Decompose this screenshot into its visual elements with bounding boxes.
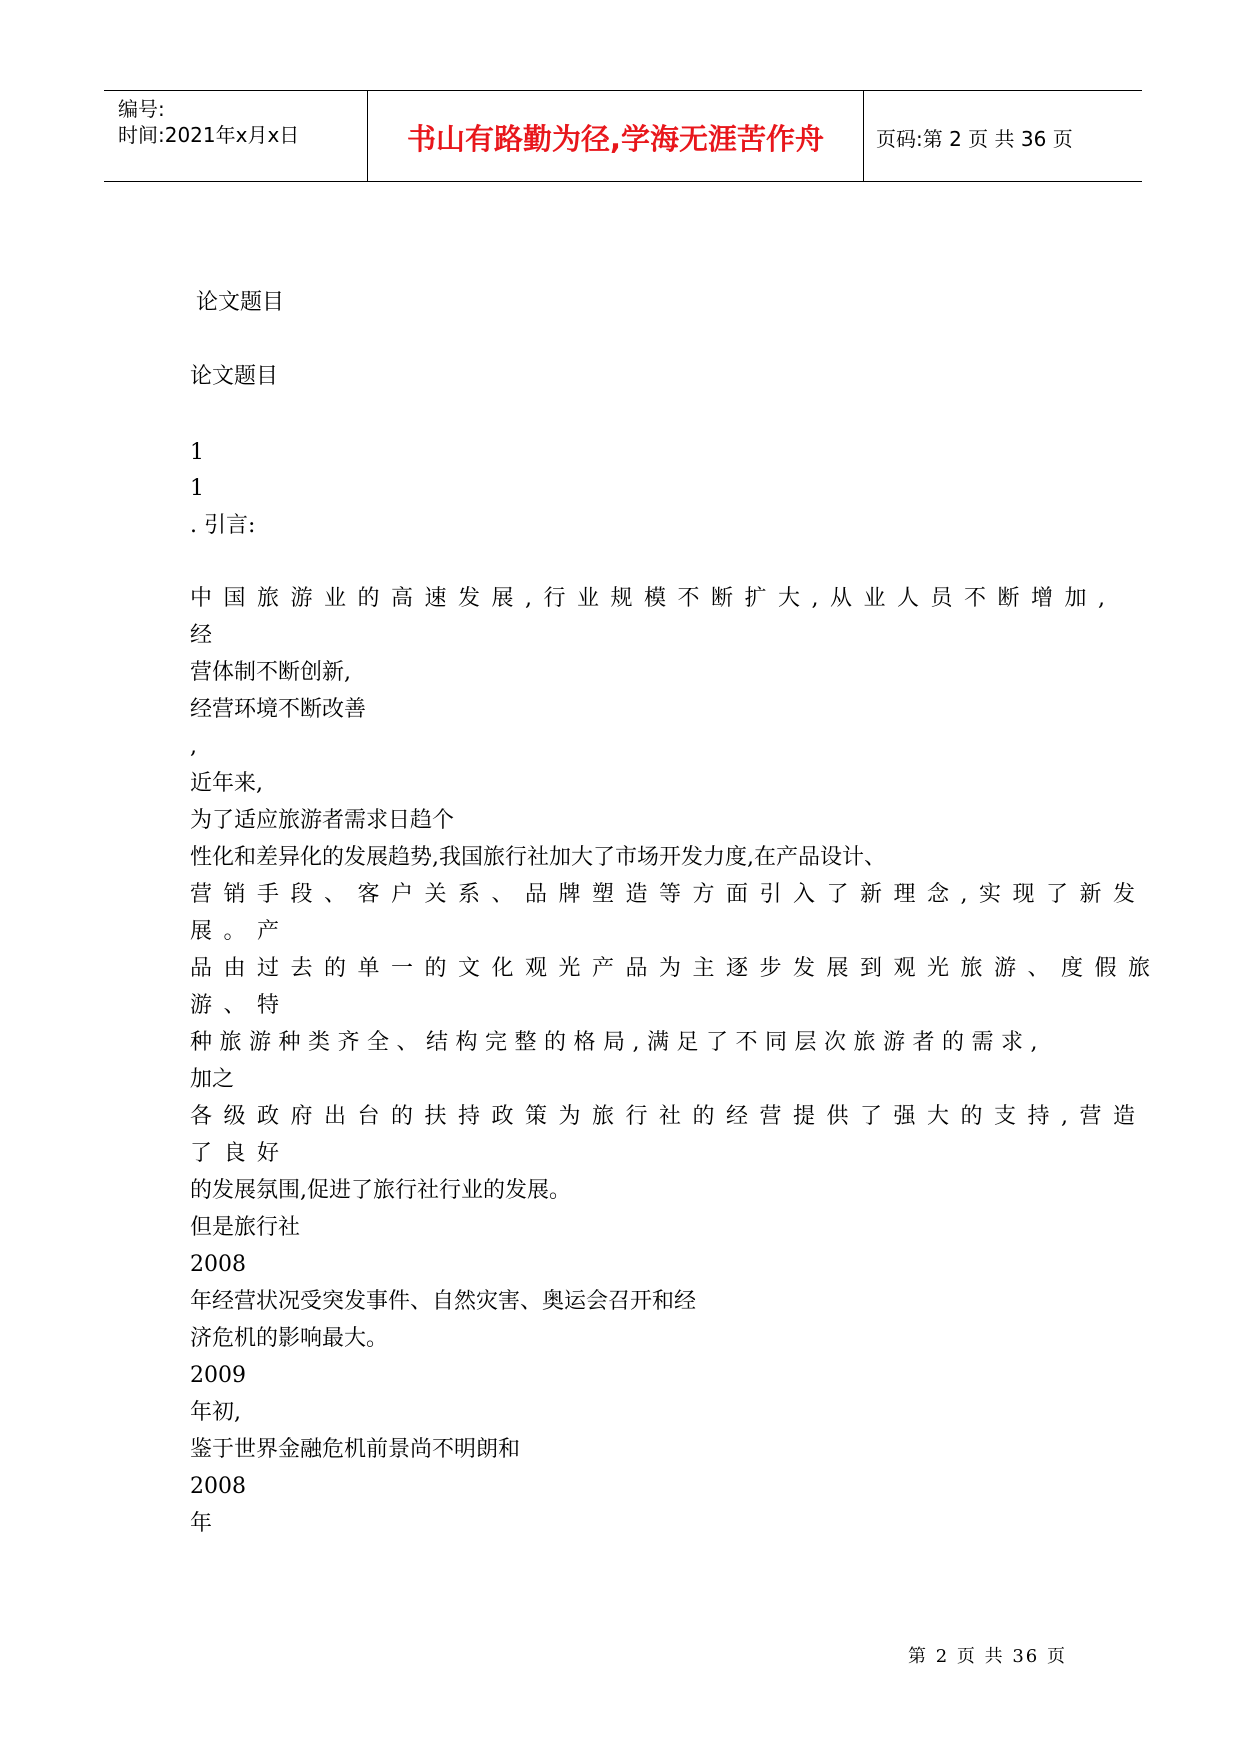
- paragraph-line: 营体制不断创新,: [190, 660, 351, 685]
- paragraph-line: 济危机的影响最大。: [190, 1326, 389, 1351]
- paragraph-line: 各级政府出台的扶持政策为旅行社的经营提供了强大的支持,营造: [190, 1104, 1147, 1129]
- paragraph-line: ,: [190, 734, 197, 759]
- paragraph-line: 经: [190, 623, 213, 648]
- paragraph-line: 年初,: [190, 1400, 241, 1425]
- number-label: 编号:: [118, 97, 165, 121]
- title-line: 论文题目: [196, 290, 285, 315]
- paragraph-line: 但是旅行社: [190, 1215, 301, 1240]
- paragraph-line: 年经营状况受突发事件、自然灾害、奥运会召开和经: [190, 1289, 697, 1314]
- header-motto-cell: [368, 91, 864, 181]
- paragraph-line: 加之: [190, 1067, 235, 1092]
- title-line: 论文题目: [190, 364, 279, 389]
- section-number: 1: [190, 440, 204, 465]
- motto-text: 书山有路勤为径,学海无涯苦作舟: [406, 122, 825, 156]
- paragraph-line: 中国旅游业的高速发展,行业规模不断扩大,从业人员不断增加,: [190, 586, 1117, 611]
- page-footer: 第 2 页 共 36 页: [908, 1646, 1067, 1667]
- section-heading: . 引言:: [190, 513, 256, 538]
- paragraph-line: 2008: [190, 1474, 246, 1499]
- paragraph-line: 了良好: [190, 1141, 291, 1166]
- paragraph-line: 鉴于世界金融危机前景尚不明朗和: [190, 1437, 521, 1462]
- paragraph-line: 的发展氛围,促进了旅行社行业的发展。: [190, 1178, 571, 1203]
- paragraph-line: 近年来,: [190, 771, 263, 796]
- page-header: [104, 90, 1142, 182]
- paragraph-line: 品由过去的单一的文化观光产品为主逐步发展到观光旅游、度假旅: [190, 956, 1162, 981]
- time-label: 时间:2021年x月x日: [118, 123, 300, 147]
- paragraph-line: 游、特: [190, 993, 291, 1018]
- paragraph-line: 年: [190, 1511, 213, 1536]
- paragraph-line: 为了适应旅游者需求日趋个: [190, 808, 455, 833]
- paragraph-line: 2009: [190, 1363, 246, 1388]
- paragraph-line: 2008: [190, 1252, 246, 1277]
- paragraph-line: 展。产: [190, 919, 291, 944]
- header-meta-cell: [104, 91, 368, 181]
- page-code: 页码:第 2 页 共 36 页: [876, 127, 1073, 151]
- header-page-cell: [864, 91, 1142, 181]
- paragraph-line: 种旅游种类齐全、结构完整的格局,满足了不同层次旅游者的需求,: [190, 1030, 1045, 1055]
- section-number: 1: [190, 476, 204, 501]
- paragraph-line: 性化和差异化的发展趋势,我国旅行社加大了市场开发力度,在产品设计、: [190, 845, 886, 870]
- paragraph-line: 营销手段、客户关系、品牌塑造等方面引入了新理念,实现了新发: [190, 882, 1147, 907]
- paragraph-line: 经营环境不断改善: [190, 697, 367, 722]
